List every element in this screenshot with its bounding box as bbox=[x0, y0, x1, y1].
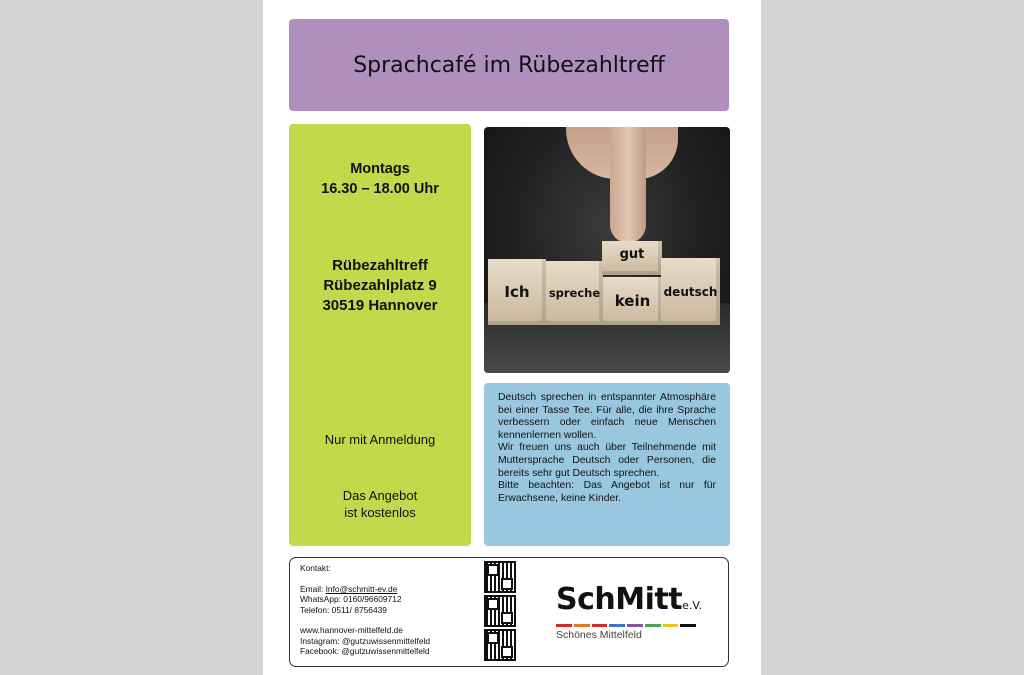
contact-facebook: Facebook: @gutzuwissenmittelfeld bbox=[300, 646, 430, 657]
photo-wooden-blocks bbox=[484, 127, 730, 373]
schmitt-logo bbox=[556, 584, 706, 641]
qr-code-3 bbox=[484, 629, 516, 661]
contact-email-label: Email: bbox=[300, 583, 326, 594]
schedule-day: Montags bbox=[350, 161, 410, 177]
flyer-page bbox=[263, 0, 761, 675]
page-title: Sprachcafé im Rübezahltreff bbox=[353, 52, 665, 78]
free-line-1: Das Angebot bbox=[342, 488, 418, 503]
contact-email-line bbox=[300, 584, 430, 594]
location-city: 30519 Hannover bbox=[322, 297, 438, 314]
address bbox=[289, 256, 471, 316]
description-paragraph-1: Deutsch sprechen in entspannter Atmosphäre bei einer Tasse Tee. Für alle, die ihre Sprache verbessern oder einfach neue Menschen kennenlernen wollen. bbox=[498, 392, 716, 441]
block-kein: kein bbox=[603, 277, 662, 325]
photo-finger bbox=[610, 127, 646, 243]
block-spreche: spreche bbox=[546, 261, 603, 325]
contact-email-link[interactable]: Info@schmitt-ev.de bbox=[325, 583, 398, 594]
qr-code-2 bbox=[484, 595, 516, 627]
free-line-2: ist kostenlos bbox=[344, 505, 416, 520]
qr-code-1 bbox=[484, 561, 516, 593]
contact-heading: Kontakt: bbox=[300, 563, 331, 573]
contact-instagram: Instagram: @gutzuwissenmittelfeld bbox=[300, 635, 430, 646]
logo-color-bar bbox=[556, 624, 696, 627]
location-street: Rübezahlplatz 9 bbox=[323, 277, 437, 294]
free-note bbox=[289, 487, 471, 521]
logo-name: SchMitt bbox=[556, 582, 683, 617]
contact-info bbox=[300, 563, 430, 657]
contact-website[interactable]: www.hannover-mittelfeld.de bbox=[300, 625, 403, 636]
block-gut: gut bbox=[602, 241, 662, 275]
description-panel bbox=[484, 383, 730, 546]
description-paragraph-3: Bitte beachten: Das Angebot ist nur für Erwachsene, keine Kinder. bbox=[498, 480, 716, 504]
description-paragraph-2: Wir freuen uns auch über Teilnehmende mit Muttersprache Deutsch oder Personen, die bereits sehr gut Deutsch sprechen. bbox=[498, 442, 716, 479]
contact-whatsapp: WhatsApp: 0160/96609712 bbox=[300, 594, 402, 605]
logo-subtitle: Schönes Mittelfeld bbox=[556, 629, 642, 641]
info-panel bbox=[289, 124, 471, 546]
schedule-time: 16.30 – 18.00 Uhr bbox=[321, 181, 439, 197]
contact-panel bbox=[289, 557, 729, 667]
title-banner bbox=[289, 19, 729, 111]
location-name: Rübezahltreff bbox=[332, 257, 428, 274]
schedule bbox=[289, 159, 471, 199]
block-deutsch: deutsch bbox=[661, 258, 720, 325]
logo-suffix: e.V. bbox=[682, 599, 702, 612]
registration-note: Nur mit Anmeldung bbox=[324, 432, 436, 447]
block-ich: Ich bbox=[488, 259, 546, 325]
contact-phone: Telefon: 0511/ 8756439 bbox=[300, 604, 387, 615]
